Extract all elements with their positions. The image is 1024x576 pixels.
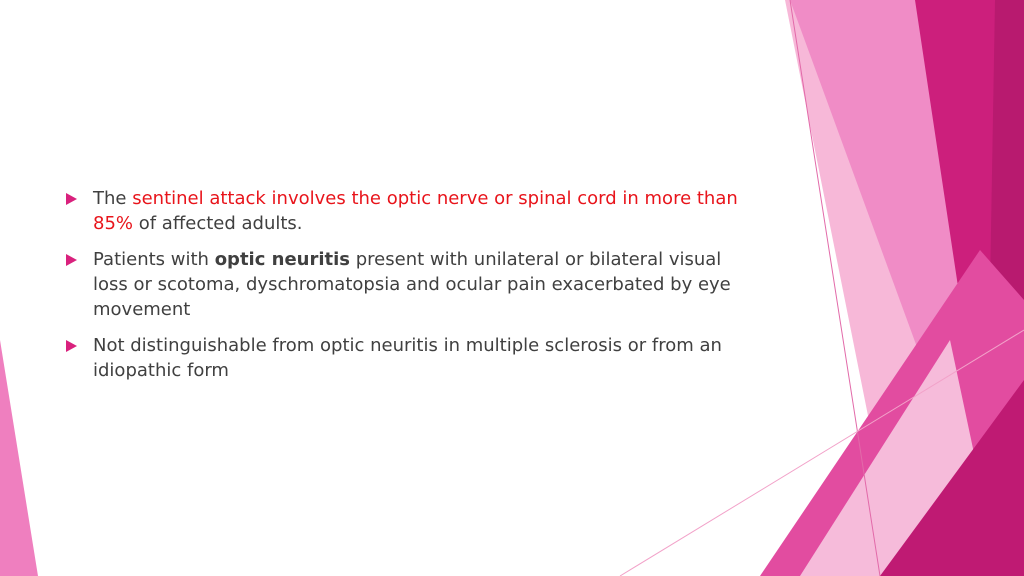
left-accent-shape	[0, 340, 38, 576]
bullet-text: Patients with optic neuritis present with unilateral or bilateral visual loss or scotoma, dyschromatopsia and ocular pain exacerbated by eye movement	[93, 249, 731, 320]
bullet-item-sentinel-attack	[66, 186, 756, 236]
bullet-text: Not distinguishable from optic neuritis in multiple sclerosis or from an idiopathic form	[93, 335, 722, 381]
triangle-right-icon	[66, 254, 77, 266]
bullet-list	[66, 186, 756, 394]
bullet-item-optic-neuritis	[66, 247, 756, 322]
bold-text: optic neuritis	[214, 249, 351, 270]
bullet-text: The sentinel attack involves the optic nerve or spinal cord in more than 85% of affected adults.	[93, 188, 738, 234]
triangle-right-icon	[66, 193, 77, 205]
triangle-right-icon	[66, 340, 77, 352]
highlighted-text: sentinel attack involves the optic nerve or spinal cord in more than 85%	[93, 188, 738, 234]
bullet-item-not-distinguishable	[66, 333, 756, 383]
